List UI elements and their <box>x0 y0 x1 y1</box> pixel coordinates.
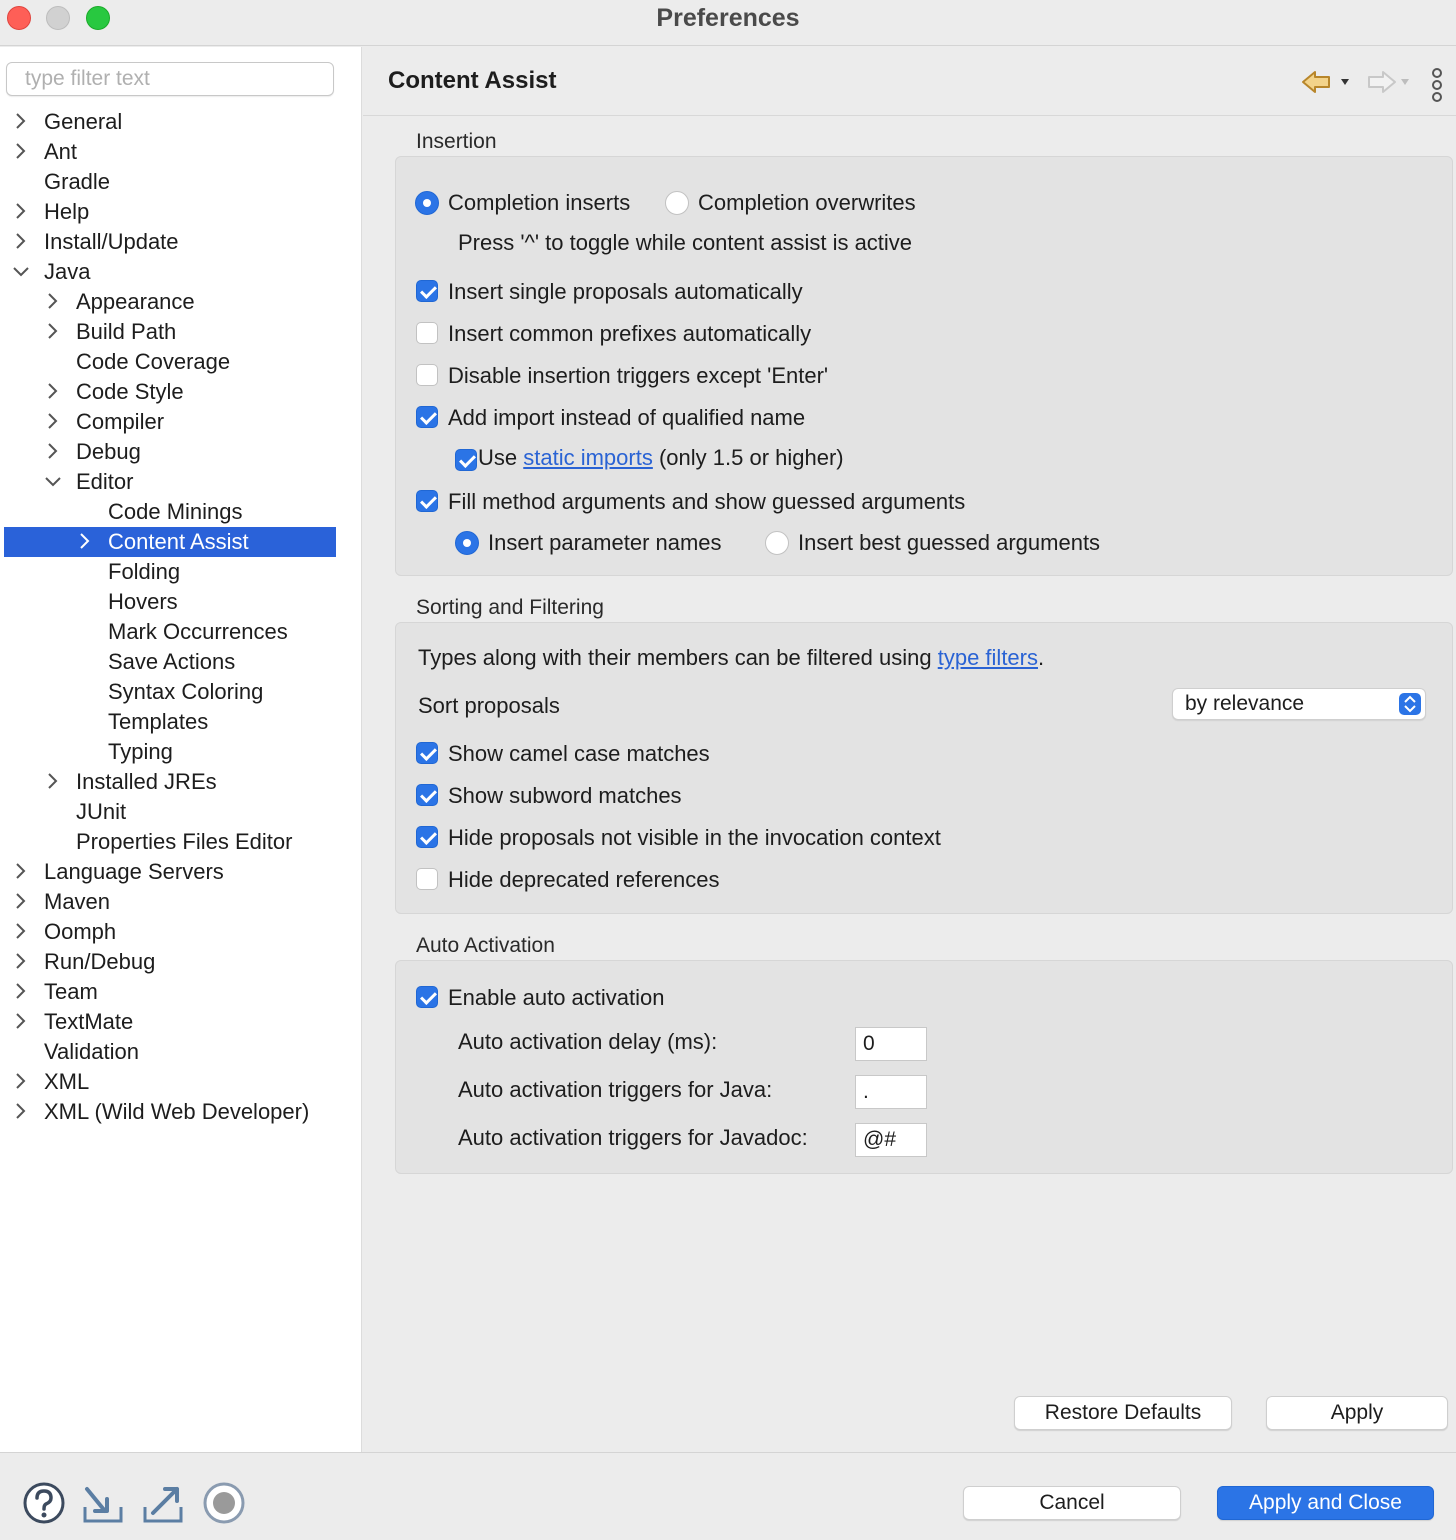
hide-deprecated-label: Hide deprecated references <box>448 867 720 892</box>
chevron-right-icon[interactable] <box>12 947 32 977</box>
tree-item-label: Gradle <box>44 169 111 194</box>
tree-item-properties-files-editor[interactable] <box>0 827 336 857</box>
tree-item-label: Team <box>44 979 98 1004</box>
tree-item-label: Code Coverage <box>76 349 231 374</box>
export-icon[interactable] <box>141 1481 185 1525</box>
tree-item-label: Editor <box>76 469 134 494</box>
tree-item-label: Install/Update <box>44 229 179 254</box>
tree-item-debug[interactable] <box>0 437 336 467</box>
tree-item-label: Templates <box>108 709 209 734</box>
tree-item-label: Hovers <box>108 589 178 614</box>
delay-input[interactable] <box>855 1027 927 1061</box>
tree-item-label: General <box>44 109 123 134</box>
tree-item-run-debug[interactable] <box>0 947 336 977</box>
chevron-right-icon[interactable] <box>44 407 64 437</box>
page-title: Content Assist <box>388 67 557 94</box>
subword-label: Show subword matches <box>448 783 682 808</box>
tree-item-xml[interactable] <box>0 1067 336 1097</box>
tree-item-textmate[interactable] <box>0 1007 336 1037</box>
completion-inserts-radio[interactable] <box>415 191 439 215</box>
tree-item-compiler[interactable] <box>0 407 336 437</box>
use-static-imports-checkbox[interactable] <box>455 449 477 471</box>
tree-item-label: Run/Debug <box>44 949 156 974</box>
tree-item-general[interactable] <box>0 107 336 137</box>
tree-item-save-actions[interactable] <box>0 647 336 677</box>
tree-item-label: Installed JREs <box>76 769 217 794</box>
tree-item-label: Properties Files Editor <box>76 829 293 854</box>
tree-item-label: JUnit <box>76 799 127 824</box>
tree-item-label: TextMate <box>44 1009 134 1034</box>
tree-item-label: Syntax Coloring <box>108 679 264 704</box>
title-bar <box>0 0 1456 46</box>
type-filters-link[interactable]: type filters <box>937 645 1038 670</box>
chevron-down-icon[interactable] <box>44 467 64 497</box>
apply-and-close-button[interactable]: Apply and Close <box>1217 1486 1434 1520</box>
sort-proposals-select[interactable] <box>1172 688 1426 720</box>
type-filters-prefix: Types along with their members can be filtered using <box>418 645 932 670</box>
forward-arrow-icon <box>1365 67 1415 97</box>
chevron-right-icon[interactable] <box>44 437 64 467</box>
insert-single-checkbox[interactable] <box>416 280 438 302</box>
chevron-right-icon[interactable] <box>12 1097 32 1127</box>
tree-item-mark-occurrences[interactable] <box>0 617 336 647</box>
tree-item-label: XML (Wild Web Developer) <box>44 1099 310 1124</box>
tree-item-help[interactable] <box>0 197 336 227</box>
header-divider <box>363 115 1456 116</box>
apply-button[interactable]: Apply <box>1266 1396 1448 1430</box>
tree-item-content-assist[interactable] <box>0 527 336 557</box>
sorting-group-title: Sorting and Filtering <box>416 596 604 619</box>
tree-item-label: Compiler <box>76 409 165 434</box>
window-title: Preferences <box>656 4 800 32</box>
chevron-right-icon[interactable] <box>44 377 64 407</box>
chevron-right-icon[interactable] <box>44 767 64 797</box>
tree-item-label: Validation <box>44 1039 139 1064</box>
tree-item-label: Content Assist <box>108 529 249 554</box>
sort-proposals-label: Sort proposals <box>418 693 560 718</box>
auto-activation-group-title: Auto Activation <box>416 934 555 957</box>
filter-input[interactable] <box>6 62 334 96</box>
tree-item-label: Folding <box>108 559 181 584</box>
insert-best-guessed-radio[interactable] <box>765 531 789 555</box>
tree-item-label: Save Actions <box>108 649 236 674</box>
hide-invisible-label: Hide proposals not visible in the invocation context <box>448 825 941 850</box>
javadoc-triggers-input[interactable] <box>855 1123 927 1157</box>
fill-arguments-label: Fill method arguments and show guessed arguments <box>448 489 966 514</box>
chevron-right-icon[interactable] <box>12 137 32 167</box>
tree-item-junit[interactable] <box>0 797 336 827</box>
chevron-right-icon[interactable] <box>12 977 32 1007</box>
tree-item-language-servers[interactable] <box>0 857 336 887</box>
chevron-right-icon[interactable] <box>12 887 32 917</box>
chevron-right-icon[interactable] <box>12 857 32 887</box>
back-arrow-icon[interactable] <box>1301 67 1361 97</box>
tree-item-label: Java <box>44 259 91 284</box>
tree-item-label: Language Servers <box>44 859 224 884</box>
chevron-down-icon[interactable] <box>12 257 32 287</box>
tree-item-label: Appearance <box>76 289 195 314</box>
cancel-button[interactable]: Cancel <box>963 1486 1181 1520</box>
completion-overwrites-radio[interactable] <box>665 191 689 215</box>
static-imports-link[interactable]: static imports <box>523 445 653 470</box>
java-triggers-label: Auto activation triggers for Java: <box>458 1077 773 1102</box>
subword-checkbox[interactable] <box>416 784 438 806</box>
tree-item-label: Code Style <box>76 379 184 404</box>
record-icon[interactable] <box>202 1481 246 1525</box>
tree-item-folding[interactable] <box>0 557 336 587</box>
tree-item-label: Build Path <box>76 319 177 344</box>
insert-parameter-names-label: Insert parameter names <box>488 530 722 555</box>
disable-triggers-label: Disable insertion triggers except 'Enter' <box>448 363 829 388</box>
chevron-right-icon[interactable] <box>44 287 64 317</box>
select-arrows-icon <box>1399 693 1421 715</box>
tree-item-gradle[interactable] <box>0 167 336 197</box>
tree-item-label: Debug <box>76 439 141 464</box>
tree-item-label: Help <box>44 199 90 224</box>
more-options-icon[interactable] <box>1427 67 1447 103</box>
completion-overwrites-label: Completion overwrites <box>698 190 916 215</box>
tree-item-label: Maven <box>44 889 111 914</box>
insertion-group-title: Insertion <box>416 130 497 153</box>
hide-deprecated-checkbox[interactable] <box>416 868 438 890</box>
delay-label: Auto activation delay (ms): <box>458 1029 718 1054</box>
restore-defaults-button[interactable]: Restore Defaults <box>1014 1396 1232 1430</box>
tree-item-team[interactable] <box>0 977 336 1007</box>
tree-item-oomph[interactable] <box>0 917 336 947</box>
tree-item-install-update[interactable] <box>0 227 336 257</box>
import-icon[interactable] <box>81 1481 125 1525</box>
disable-triggers-checkbox[interactable] <box>416 364 438 386</box>
chevron-right-icon[interactable] <box>12 227 32 257</box>
chevron-right-icon[interactable] <box>12 107 32 137</box>
insert-common-label: Insert common prefixes automatically <box>448 321 812 346</box>
chevron-right-icon[interactable] <box>12 917 32 947</box>
tree-item-hovers[interactable] <box>0 587 336 617</box>
chevron-right-icon[interactable] <box>76 527 96 557</box>
help-icon[interactable] <box>22 1481 66 1525</box>
preferences-tree-pane <box>0 47 362 1452</box>
tree-item-java[interactable] <box>0 257 336 287</box>
insert-common-checkbox[interactable] <box>416 322 438 344</box>
chevron-right-icon[interactable] <box>44 317 64 347</box>
tree-item-syntax-coloring[interactable] <box>0 677 336 707</box>
chevron-right-icon[interactable] <box>12 1007 32 1037</box>
hide-invisible-checkbox[interactable] <box>416 826 438 848</box>
tree-item-ant[interactable] <box>0 137 336 167</box>
tree-item-installed-jres[interactable] <box>0 767 336 797</box>
tree-item-code-minings[interactable] <box>0 497 336 527</box>
tree-item-label: Oomph <box>44 919 117 944</box>
add-import-label: Add import instead of qualified name <box>448 405 806 430</box>
enable-auto-activation-checkbox[interactable] <box>416 986 438 1008</box>
add-import-checkbox[interactable] <box>416 406 438 428</box>
javadoc-triggers-label: Auto activation triggers for Javadoc: <box>458 1125 808 1150</box>
type-filters-suffix: . <box>1038 645 1045 670</box>
insert-single-label: Insert single proposals automatically <box>448 279 803 304</box>
tree-item-label: Code Minings <box>108 499 243 524</box>
use-static-prefix: Use <box>478 445 518 470</box>
insert-best-guessed-label: Insert best guessed arguments <box>798 530 1101 555</box>
completion-inserts-label: Completion inserts <box>448 190 631 215</box>
tree-item-code-style[interactable] <box>0 377 336 407</box>
camel-case-checkbox[interactable] <box>416 742 438 764</box>
content-pane <box>363 47 1456 1452</box>
type-filters-text <box>418 643 1044 673</box>
tree-item-label: Ant <box>44 139 78 164</box>
toggle-hint-text: Press '^' to toggle while content assist is active <box>458 230 913 255</box>
fill-arguments-checkbox[interactable] <box>416 490 438 512</box>
tree-item-validation[interactable] <box>0 1037 336 1067</box>
tree-item-label: XML <box>44 1069 90 1094</box>
chevron-right-icon[interactable] <box>12 1067 32 1097</box>
tree-item-code-coverage[interactable] <box>0 347 336 377</box>
insert-parameter-names-radio[interactable] <box>455 531 479 555</box>
chevron-right-icon[interactable] <box>12 197 32 227</box>
tree-item-editor[interactable] <box>0 467 336 497</box>
bottom-bar <box>0 1452 1456 1540</box>
java-triggers-input[interactable] <box>855 1075 927 1109</box>
tree-item-maven[interactable] <box>0 887 336 917</box>
tree-item-label: Mark Occurrences <box>108 619 288 644</box>
tree-item-build-path[interactable] <box>0 317 336 347</box>
tree-item-appearance[interactable] <box>0 287 336 317</box>
tree-item-xml-wild-web-developer[interactable] <box>0 1097 336 1127</box>
tree-item-typing[interactable] <box>0 737 336 767</box>
enable-auto-activation-label: Enable auto activation <box>448 985 665 1010</box>
tree-item-templates[interactable] <box>0 707 336 737</box>
tree-item-label: Typing <box>108 739 173 764</box>
camel-case-label: Show camel case matches <box>448 741 710 766</box>
use-static-suffix: (only 1.5 or higher) <box>658 445 844 470</box>
sort-proposals-value: by relevance <box>1185 692 1305 715</box>
use-static-imports-row <box>478 443 844 473</box>
